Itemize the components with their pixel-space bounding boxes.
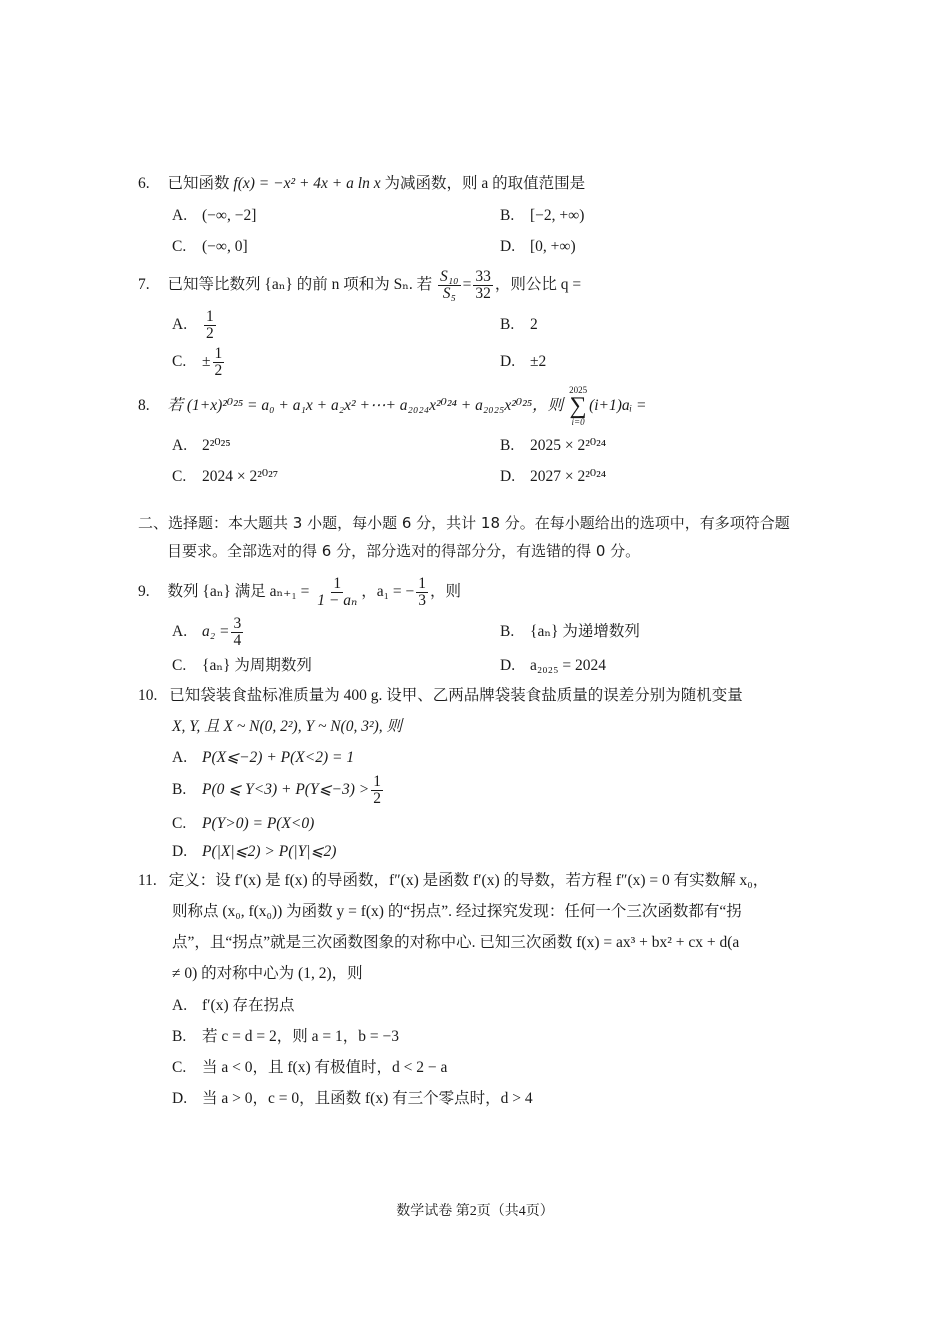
numerator: 1 — [418, 574, 427, 592]
option-d — [500, 467, 606, 487]
option-label: B. — [172, 1028, 187, 1045]
stem-text: ，则 — [430, 583, 462, 600]
option-label: D. — [172, 843, 188, 860]
question-10-stem — [138, 686, 743, 706]
option-text: 2 — [530, 316, 538, 333]
option-text: f′(x) 存在拐点 — [202, 997, 295, 1014]
option-c — [172, 1058, 447, 1078]
denominator: 4 — [233, 631, 242, 649]
option-b — [172, 773, 385, 807]
option-label: C. — [172, 238, 187, 255]
option-text: 2027 × 2²⁰²⁴ — [530, 468, 607, 485]
option-label: A. — [172, 749, 188, 766]
option-b — [500, 622, 640, 642]
option-label: A. — [172, 316, 188, 333]
option-label: D. — [500, 657, 516, 674]
fraction — [416, 576, 428, 609]
option-c — [172, 656, 312, 676]
stem-text: 定义：设 f′(x) 是 f(x) 的导函数，f″(x) 是函数 f′(x) 的导数，若方程 f″(x) = 0 有实数解 x₀， — [168, 872, 769, 889]
option-d — [172, 842, 336, 862]
option-b — [500, 206, 584, 226]
option-label: D. — [500, 238, 516, 255]
fraction — [315, 576, 359, 609]
sum-lower-limit: i=0 — [571, 417, 585, 428]
option-c — [172, 345, 226, 379]
option-text: P(Y>0) = P(X<0) — [202, 815, 315, 832]
denominator: 2 — [373, 789, 382, 807]
option-text: [−2, +∞) — [530, 207, 585, 224]
option-label: A. — [172, 207, 188, 224]
option-text: 当 a < 0，且 f(x) 有极值时，d < 2 − a — [202, 1059, 448, 1076]
option-b — [500, 436, 606, 456]
denominator: 1 − aₙ — [317, 591, 358, 609]
numerator: 3 — [233, 614, 242, 632]
option-c — [172, 467, 278, 487]
section-heading-line: 二、选择题：本大题共 3 小题，每小题 6 分，共计 18 分。在每小题给出的选项中，有多项符合题 — [138, 514, 790, 532]
stem-math: f(x) = −x² + 4x + a ln x — [233, 175, 381, 192]
stem-text: 数列 {aₙ} 满足 aₙ₊₁ = — [167, 583, 310, 600]
question-7-stem — [138, 266, 581, 304]
option-label: C. — [172, 1059, 187, 1076]
option-c — [172, 814, 314, 834]
stem-text: ，a₁ = − — [361, 583, 415, 600]
sum-upper-limit: 2025 — [569, 385, 588, 396]
option-text: ±2 — [530, 353, 547, 370]
option-prefix: ± — [202, 353, 211, 370]
option-d — [172, 1089, 533, 1109]
stem-text: 为减函数，则 a 的取值范围是 — [380, 175, 586, 192]
stem-text: 已知函数 — [167, 175, 234, 192]
option-label: A. — [172, 997, 188, 1014]
sigma-icon: ∑ — [569, 393, 587, 420]
option-label: C. — [172, 468, 187, 485]
option-label: D. — [500, 468, 516, 485]
option-label: C. — [172, 353, 187, 370]
fraction — [231, 616, 243, 649]
stem-text: 已知袋装食盐标准质量为 400 g. 设甲、乙两品牌袋装食盐质量的误差分别为随机变量 — [169, 687, 743, 704]
section-heading-line: 目要求。全部选对的得 6 分，部分选对的得部分分，有选错的得 0 分。 — [167, 542, 641, 560]
denominator: 3 — [418, 591, 427, 609]
question-11-stem — [138, 871, 768, 891]
option-a — [172, 996, 295, 1016]
question-number: 6. — [138, 175, 150, 192]
numerator: 1 — [333, 574, 342, 592]
option-b — [172, 1027, 399, 1047]
option-text: P(|X|⩽2) > P(|Y|⩽2) — [202, 843, 337, 860]
stem-text: 点”，且“拐点”就是三次函数图象的对称中心. 已知三次函数 f(x) = ax³ + bx² + cx + d(a — [172, 934, 740, 951]
denominator: 2 — [206, 324, 214, 342]
fraction — [473, 269, 493, 302]
summation — [569, 385, 587, 427]
numerator: 1 — [206, 307, 214, 325]
question-number: 10. — [138, 687, 158, 704]
option-label: D. — [172, 1090, 188, 1107]
question-number: 11. — [138, 872, 157, 889]
numerator: 33 — [475, 267, 491, 285]
option-text: {aₙ} 为递增数列 — [530, 623, 640, 640]
option-label: B. — [500, 437, 515, 454]
option-text: {aₙ} 为周期数列 — [202, 657, 312, 674]
option-text: a₂₀₂₅ = 2024 — [530, 657, 606, 674]
option-label: A. — [172, 623, 188, 640]
option-d — [500, 237, 576, 257]
option-label: C. — [172, 657, 187, 674]
option-text: 若 c = d = 2，则 a = 1，b = −3 — [202, 1028, 399, 1045]
option-a — [172, 308, 218, 342]
question-9-stem — [138, 573, 461, 611]
stem-math: (i+1)aᵢ = — [589, 397, 647, 414]
option-b — [500, 315, 538, 335]
option-text: 2025 × 2²⁰²⁴ — [530, 437, 607, 454]
option-text: [0, +∞) — [530, 238, 576, 255]
stem-text: 则称点 (x₀, f(x₀)) 为函数 y = f(x) 的“拐点”. 经过探究发现：任何一个三次函数都有“拐 — [172, 903, 742, 920]
question-6-stem — [138, 174, 585, 194]
option-text: P(X⩽−2) + P(X<2) = 1 — [202, 749, 355, 766]
question-8-stem — [138, 384, 646, 428]
option-label: B. — [172, 781, 187, 798]
option-text: (−∞, 0] — [202, 238, 248, 255]
stem-text: 已知等比数列 {aₙ} 的前 n 项和为 Sₙ. 若 — [167, 276, 433, 293]
option-a — [172, 436, 231, 456]
page-footer: 数学试卷 第2页（共4页） — [396, 1204, 554, 1219]
equals: = — [462, 276, 472, 293]
question-number: 8. — [138, 397, 150, 414]
numerator: 1 — [373, 772, 382, 790]
option-a — [172, 206, 256, 226]
fraction — [438, 269, 461, 302]
question-number: 9. — [138, 583, 150, 600]
question-number: 7. — [138, 276, 150, 293]
option-c — [172, 237, 248, 257]
stem-text: X, Y, 且 X ~ N(0, 2²), Y ~ N(0, 3²), 则 — [172, 718, 403, 735]
option-prefix: a₂ = — [202, 623, 230, 640]
option-label: D. — [500, 353, 516, 370]
stem-text: ≠ 0) 的对称中心为 (1, 2)，则 — [172, 965, 363, 982]
option-text: 2²⁰²⁵ — [202, 437, 231, 454]
option-label: B. — [500, 316, 515, 333]
option-label: A. — [172, 437, 188, 454]
option-text: 2024 × 2²⁰²⁷ — [202, 468, 279, 485]
option-a — [172, 614, 245, 650]
option-label: C. — [172, 815, 187, 832]
denominator: S₅ — [442, 284, 456, 302]
option-label: B. — [500, 623, 515, 640]
option-label: B. — [500, 207, 515, 224]
option-a — [172, 748, 354, 768]
option-d — [500, 352, 546, 372]
numerator: 1 — [214, 344, 223, 362]
fraction — [371, 774, 383, 807]
option-text: P(0 ⩽ Y<3) + P(Y⩽−3) > — [202, 781, 370, 798]
stem-text: ，则公比 q = — [494, 276, 582, 293]
section-2-heading — [138, 509, 790, 565]
option-d — [500, 656, 606, 676]
numerator: S₁₀ — [440, 267, 459, 285]
stem-text: 若 (1+x)²⁰²⁵ = a₀ + a₁x + a₂x² +⋯+ a₂₀₂₄x²⁰²⁴ + a₂₀₂₅x²⁰²⁵，则 — [167, 397, 564, 414]
fraction — [204, 309, 216, 342]
option-text: (−∞, −2] — [202, 207, 257, 224]
denominator: 2 — [214, 361, 223, 379]
fraction — [213, 346, 225, 379]
option-text: 当 a > 0，c = 0，且函数 f(x) 有三个零点时，d > 4 — [202, 1090, 533, 1107]
denominator: 32 — [475, 284, 491, 302]
